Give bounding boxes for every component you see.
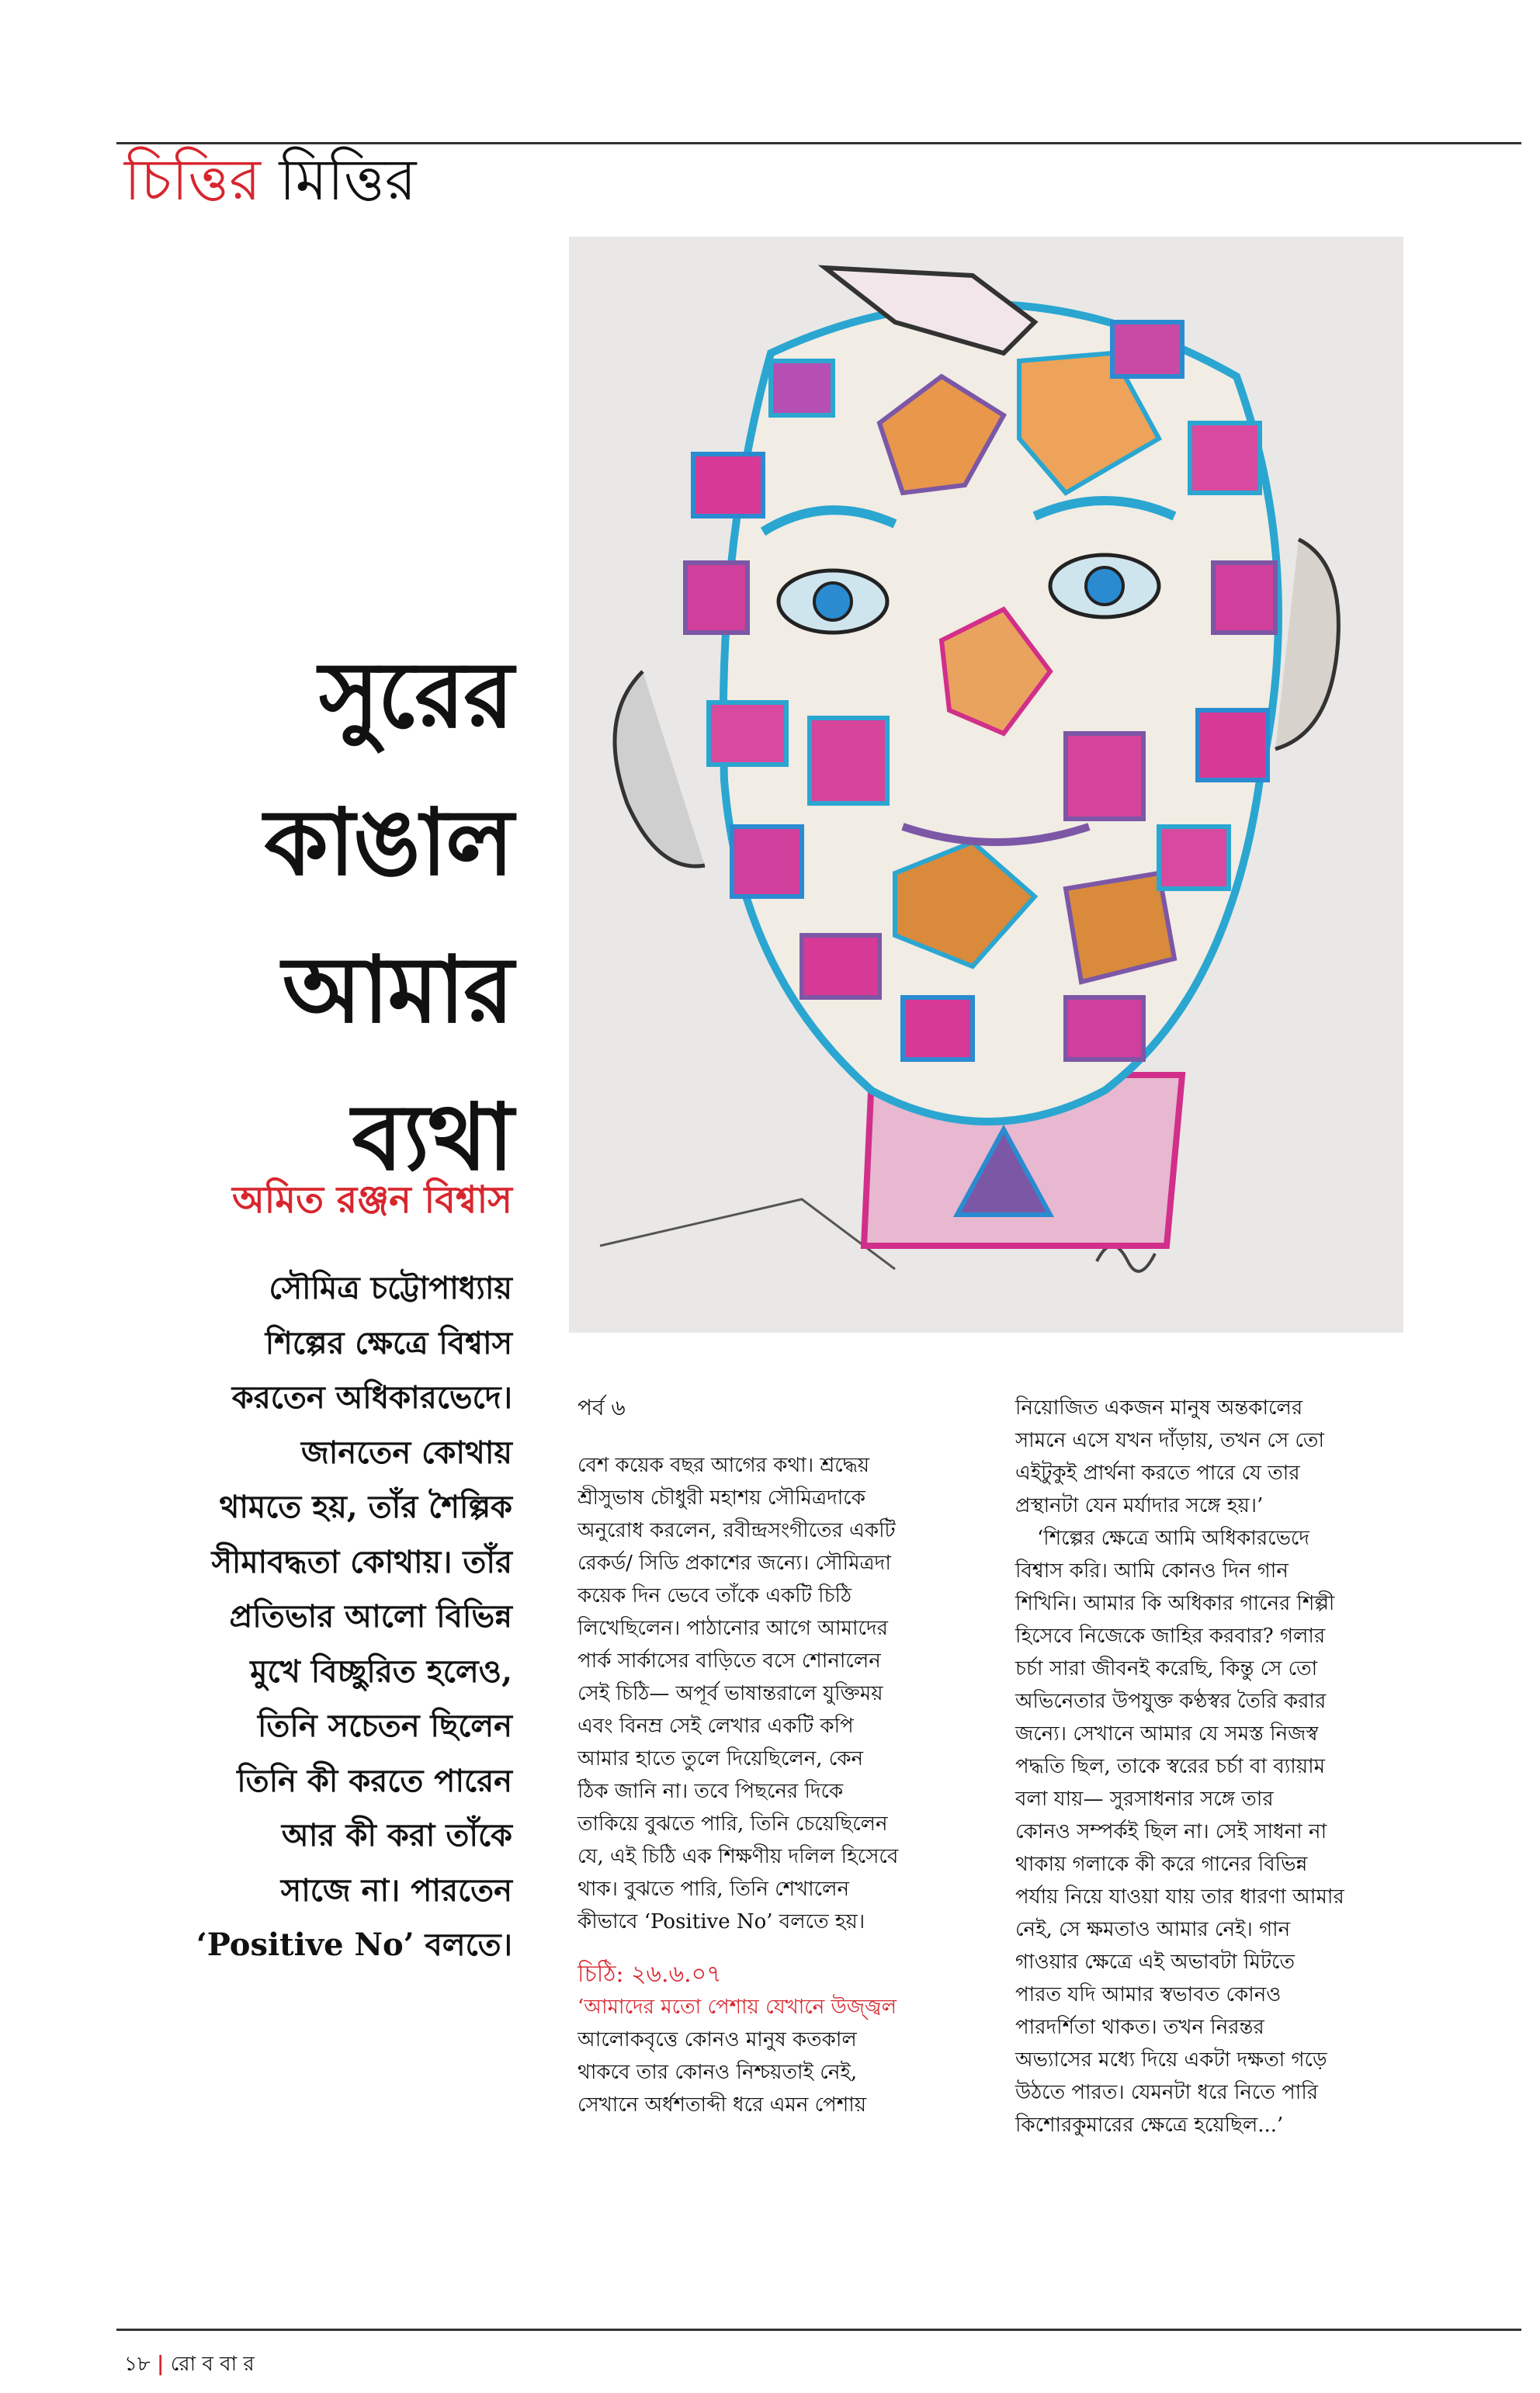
body-line: পার্ক সার্কাসের বাড়িতে বসে শোনালেন	[578, 1649, 881, 1673]
mosaic-block	[1066, 997, 1143, 1060]
article-column-1	[578, 1392, 966, 2121]
body-line: বেশ কয়েক বছর আগের কথা। শ্রদ্ধেয়	[578, 1454, 870, 1477]
standfirst-line: তিনি কী করতে পারেন	[237, 1762, 512, 1799]
body-line: কোনও সম্পর্কই ছিল না। সেই সাধনা না	[1015, 1820, 1327, 1843]
standfirst-line: মুখে বিচ্ছুরিত হলেও,	[250, 1653, 512, 1690]
body-line: শ্রীসুভাষ চৌধুরী মহাশয় সৌমিত্রদাকে	[578, 1486, 865, 1510]
standfirst	[124, 1261, 512, 1973]
mosaic-block	[1159, 827, 1229, 889]
series-label: পর্ব ৬	[578, 1395, 626, 1420]
standfirst-line: ‘Positive No’ বলতে।	[196, 1927, 512, 1963]
mosaic-block	[1112, 322, 1182, 376]
headline-line: ব্যথা	[352, 1083, 512, 1191]
standfirst-line: আর কী করা তাঁকে	[281, 1817, 512, 1854]
body-line: সেই চিঠি— অপূর্ব ভাষান্তরালে যুক্তিময়	[578, 1682, 883, 1705]
body-line: এইটুকুই প্রার্থনা করতে পারে যে তার	[1015, 1462, 1300, 1485]
body-line: ‘শিল্পের ক্ষেত্রে আমি অধিকারভেদে	[1037, 1527, 1310, 1550]
body-line: পারত যদি আমার স্বভাবত কোনও	[1015, 1983, 1282, 2006]
letter-date: চিঠি: ২৬.৬.০৭	[578, 1961, 722, 1988]
body-line: পদ্ধতি ছিল, তাকে স্বরের চর্চা বা ব্যায়াম	[1015, 1755, 1326, 1778]
article-column-2	[1015, 1392, 1403, 2142]
mosaic-block	[802, 935, 879, 997]
standfirst-line: সৌমিত্র চট্টোপাধ্যায়	[269, 1270, 512, 1306]
page-footer	[124, 2348, 255, 2382]
body-line: ঠিক জানি না। তবে পিছনের দিকে	[578, 1780, 844, 1803]
body-line: বলা যায়— সুরসাধনার সঙ্গে তার	[1015, 1788, 1274, 1811]
standfirst-line: প্রতিভার আলো বিভিন্ন	[229, 1598, 512, 1635]
standfirst-line: জানতেন কোথায়	[300, 1434, 512, 1471]
body-line: কীভাবে ‘Positive No’ বলতে হয়।	[578, 1910, 865, 1933]
body-line: রেকর্ড/ সিডি প্রকাশের জন্যে। সৌমিত্রদা	[578, 1552, 891, 1575]
body-line: যে, এই চিঠি এক শিক্ষণীয় দলিল হিসেবে	[578, 1845, 899, 1868]
left-pupil	[814, 583, 852, 620]
section-heading-part1: চিত্তির	[124, 147, 261, 213]
body-line: অভ্যাসের মধ্যে দিয়ে একটা দক্ষতা গড়ে	[1015, 2048, 1327, 2072]
right-pupil	[1086, 567, 1123, 605]
mosaic-block	[810, 718, 887, 803]
body-line: লিখেছিলেন। পাঠানোর আগে আমাদের	[578, 1617, 888, 1640]
byline: অমিত রঞ্জন বিশ্বাস	[232, 1178, 512, 1222]
footer-separator: |	[157, 2353, 165, 2376]
body-line: কয়েক দিন ভেবে তাঁকে একটি চিঠি	[578, 1584, 852, 1607]
standfirst-line: করতেন অধিকারভেদে।	[231, 1379, 512, 1416]
body-line: সামনে এসে যখন দাঁড়ায়, তখন সে তো	[1015, 1429, 1324, 1452]
headline	[124, 621, 512, 1211]
page-number: ১৮	[124, 2353, 151, 2376]
headline-line: কাঙাল	[264, 788, 512, 896]
mosaic-block	[1213, 563, 1275, 633]
body-line: থাকবে তার কোনও নিশ্চয়তাই নেই,	[578, 2061, 858, 2084]
standfirst-line: শিল্পের ক্ষেত্রে বিশ্বাস	[265, 1324, 512, 1361]
headline-line: সুরের	[318, 640, 512, 748]
body-line: কিশোরকুমারের ক্ষেত্রে হয়েছিল...’	[1015, 2114, 1284, 2137]
body-line: হিসেবে নিজেকে জাহির করবার? গলার	[1015, 1625, 1326, 1648]
section-heading-part2: মিত্তির	[279, 147, 417, 213]
body-line: থাকায় গলাকে কী করে গানের বিভিন্ন	[1015, 1853, 1308, 1876]
body-line: আমার হাতে তুলে দিয়েছিলেন, কেন	[578, 1747, 864, 1770]
top-rule	[116, 142, 1521, 144]
bottom-rule	[116, 2329, 1521, 2331]
mosaic-block	[1066, 734, 1143, 819]
standfirst-line: সীমাবদ্ধতা কোথায়। তাঁর	[211, 1543, 512, 1580]
body-line: সেখানে অর্ধশতাব্দী ধরে এমন পেশায়	[578, 2093, 867, 2117]
mosaic-block	[693, 454, 763, 516]
mosaic-block	[732, 827, 802, 897]
headline-line: আমার	[282, 935, 512, 1043]
body-line: তাকিয়ে বুঝতে পারি, তিনি চেয়েছিলেন	[578, 1812, 888, 1836]
portrait-illustration	[569, 237, 1403, 1333]
body-line: আলোকবৃত্তে কোনও মানুষ কতকাল	[578, 2028, 857, 2051]
body-line: নেই, সে ক্ষমতাও আমার নেই। গান	[1015, 1918, 1291, 1941]
body-line: শিখিনি। আমার কি অধিকার গানের শিল্পী	[1015, 1592, 1335, 1615]
body-line: পর্যায় নিয়ে যাওয়া যায় তার ধারণা আমার	[1015, 1885, 1344, 1909]
body-line: অভিনেতার উপযুক্ত কণ্ঠস্বর তৈরি করার	[1015, 1690, 1327, 1713]
mosaic-block	[1198, 710, 1268, 780]
body-line: অনুরোধ করলেন, রবীন্দ্রসংগীতের একটি	[578, 1519, 896, 1542]
mosaic-block	[1190, 423, 1260, 493]
mosaic-block	[685, 563, 747, 633]
body-line: নিয়োজিত একজন মানুষ অন্তকালের	[1015, 1396, 1303, 1420]
body-line: পারদর্শিতা থাকত। তখন নিরন্তর	[1015, 2016, 1264, 2039]
mosaic-block	[771, 361, 833, 415]
standfirst-line: সাজে না। পারতেন	[280, 1871, 512, 1909]
mosaic-block	[709, 702, 786, 765]
body-line: থাক। বুঝতে পারি, তিনি শেখালেন	[578, 1878, 850, 1901]
standfirst-line: তিনি সচেতন ছিলেন	[257, 1708, 512, 1744]
body-line: জন্যে। সেখানে আমার যে সমস্ত নিজস্ব	[1015, 1722, 1319, 1746]
body-line: এবং বিনম্র সেই লেখার একটি কপি	[578, 1715, 854, 1738]
body-line: প্রস্থানটা যেন মর্যাদার সঙ্গে হয়।’	[1015, 1494, 1264, 1517]
standfirst-line: থামতে হয়, তাঁর শৈল্পিক	[219, 1489, 512, 1525]
magazine-name: রো ব বা র	[170, 2353, 255, 2376]
mosaic-block	[903, 997, 973, 1060]
body-line: গাওয়ার ক্ষেত্রে এই অভাবটা মিটতে	[1015, 1951, 1295, 1974]
body-line: চর্চা সারা জীবনই করেছি, কিন্তু সে তো	[1015, 1657, 1318, 1680]
body-line: বিশ্বাস করি। আমি কোনও দিন গান	[1015, 1559, 1289, 1583]
section-heading	[124, 147, 417, 213]
letter-quote-open: ‘আমাদের মতো পেশায় যেখানে উজ্জ্বল	[578, 1996, 897, 2019]
body-line: উঠতে পারত। যেমনটা ধরে নিতে পারি	[1015, 2081, 1319, 2104]
